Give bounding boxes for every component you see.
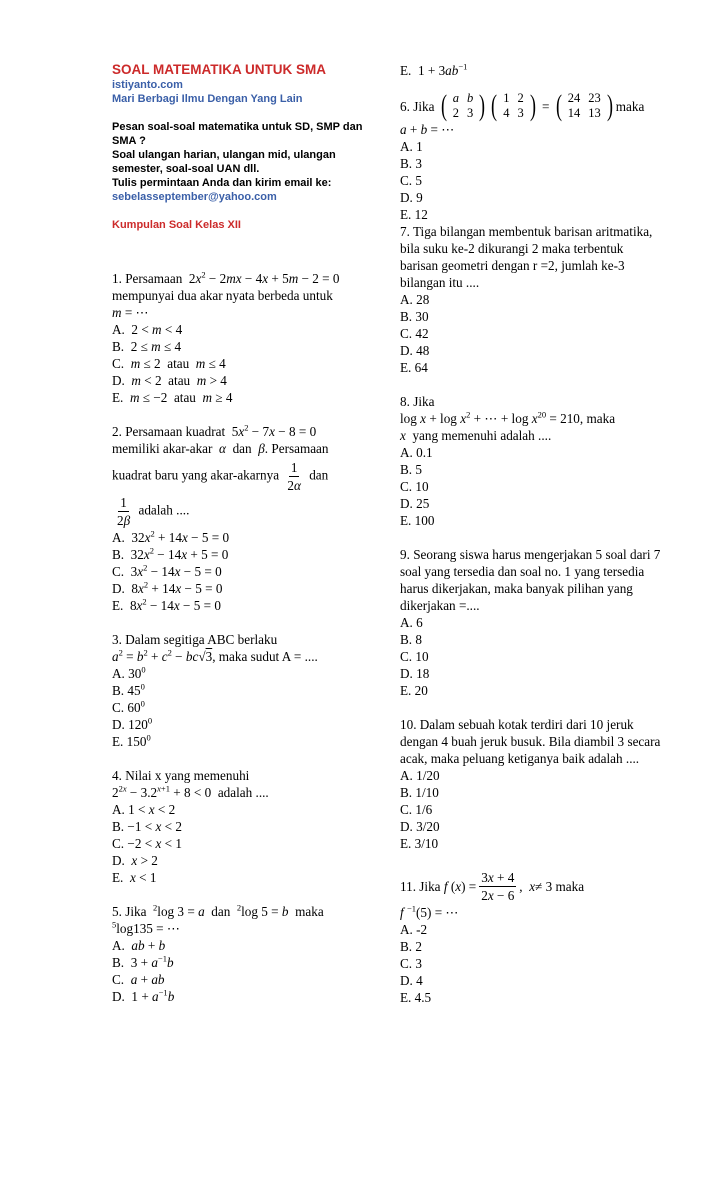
- question-6-option-b[interactable]: B. 3: [400, 156, 422, 171]
- question-10-option-c[interactable]: C. 1/6: [400, 802, 433, 817]
- question-1-option-c[interactable]: C. m ≤ 2 atau m ≤ 4: [112, 356, 226, 371]
- matrix-ab23: ( a b 2 3 ): [440, 89, 486, 122]
- question-1-var: m: [112, 305, 122, 320]
- question-6-stem: 6. Jika: [400, 98, 435, 114]
- question-11: [400, 869, 662, 1006]
- question-2-equation: $5x^2 - 7x - 8 = 0$: [228, 422, 317, 439]
- question-5-and: dan: [211, 904, 231, 919]
- question-11-option-d[interactable]: D. 4: [400, 973, 423, 988]
- question-5-option-a[interactable]: A. ab + b: [112, 938, 166, 953]
- question-3-stem: 3. Dalam segitiga ABC berlaku: [112, 632, 278, 647]
- question-5-option-e[interactable]: E. $1 + 3ab^{-1}$: [400, 61, 468, 78]
- question-7: [400, 223, 662, 376]
- question-8-stem-2: yang memenuhi adalah ....: [412, 428, 552, 443]
- question-1-option-d[interactable]: D. m < 2 atau m > 4: [112, 373, 227, 388]
- question-3-option-a[interactable]: A. $30^0$: [112, 664, 146, 681]
- question-10-stem: 10. Dalam sebuah kotak terdiri dari 10 jeruk dengan 4 buah jeruk busuk. Bila diambil 3 secara acak, maka peluang ketiganya baik adalah ....: [400, 717, 661, 766]
- question-2-option-e[interactable]: E. $8x^2 - 14x - 5 = 0$: [112, 596, 221, 613]
- question-6-option-c[interactable]: C. 5: [400, 173, 422, 188]
- question-2-and: dan: [232, 441, 252, 456]
- question-11-option-c[interactable]: C. 3: [400, 956, 422, 971]
- question-1-option-e[interactable]: E. m ≤ −2 atau m ≥ 4: [112, 390, 233, 405]
- question-9-option-c[interactable]: C. 10: [400, 649, 429, 664]
- page-title: SOAL MATEMATIKA UNTUK SMA: [112, 62, 326, 77]
- question-3-option-c[interactable]: C. $60^0$: [112, 698, 145, 715]
- question-6-option-d[interactable]: D. 9: [400, 190, 423, 205]
- question-11-option-b[interactable]: B. 2: [400, 939, 422, 954]
- matrix-result: ( 24 23 14 13 ): [555, 89, 613, 122]
- question-4-option-d[interactable]: D. x > 2: [112, 853, 158, 868]
- question-6-option-a[interactable]: A. 1: [400, 139, 423, 154]
- question-4-tail: adalah ....: [217, 785, 269, 800]
- question-7-option-c[interactable]: C. 42: [400, 326, 429, 341]
- tagline: Mari Berbagi Ilmu Dengan Yang Lain: [112, 93, 303, 105]
- left-column: [112, 62, 374, 1005]
- question-3-option-d[interactable]: D. $120^0$: [112, 715, 153, 732]
- intro-text-1: Pesan soal-soal matematika untuk SD, SMP dan SMA ?: [112, 121, 363, 147]
- beta-symbol: β: [254, 441, 265, 456]
- question-1-equation: $2x^2 - 2mx - 4x + 5m - 2 = 0$: [185, 269, 340, 286]
- question-1-option-b[interactable]: B. 2 ≤ m ≤ 4: [112, 339, 182, 354]
- question-11-maka: maka: [555, 879, 585, 894]
- intro-text-3: Tulis permintaan Anda dan kirim email ke:: [112, 177, 332, 189]
- question-4-option-b[interactable]: B. −1 < x < 2: [112, 819, 182, 834]
- question-7-stem: 7. Tiga bilangan membentuk barisan aritmatika, bila suku ke-2 dikurangi 2 maka terbentuk barisan geometri dengan r =2, jumlah ke-3 bilangan itu ....: [400, 224, 653, 290]
- question-2-option-c[interactable]: C. $3x^2 - 14x - 5 = 0$: [112, 562, 222, 579]
- question-7-option-a[interactable]: A. 28: [400, 292, 430, 307]
- question-9-option-a[interactable]: A. 6: [400, 615, 423, 630]
- intro-text-2: Soal ulangan harian, ulangan mid, ulangan semester, soal-soal UAN dll.: [112, 149, 336, 175]
- question-8-option-d[interactable]: D. 25: [400, 496, 430, 511]
- fraction-1-over-2alpha: $\frac{1}{2\alpha}$: [287, 460, 301, 493]
- question-8-option-b[interactable]: B. 5: [400, 462, 422, 477]
- question-11-option-e[interactable]: E. 4.5: [400, 990, 432, 1005]
- question-8-option-c[interactable]: C. 10: [400, 479, 429, 494]
- question-6-expression: a + b = ⋯: [400, 122, 455, 137]
- question-2-stem: 2. Persamaan kuadrat: [112, 424, 226, 439]
- question-4: [112, 767, 374, 886]
- question-6-maka: maka: [615, 98, 645, 114]
- question-5: 5. Jika $^2$log 3 = a dan $^2$log 5 = b maka $^5$log135 = ⋯ A. ab + b B. $3 + a^{-1}b$ C. a + ab D. $1 + a^{-1}b$: [112, 903, 374, 1005]
- question-2-option-b[interactable]: B. $32x^2 - 14x + 5 = 0$: [112, 545, 229, 562]
- question-1-stem-2: mempunyai dua akar nyata berbeda untuk: [112, 288, 333, 303]
- email-link[interactable]: sebelasseptember@yahoo.com: [112, 191, 277, 203]
- question-8: [400, 393, 662, 529]
- question-4-option-a[interactable]: A. 1 < x < 2: [112, 802, 176, 817]
- question-3: [112, 631, 374, 750]
- question-6-option-e[interactable]: E. 12: [400, 207, 428, 222]
- question-11-expression: f $^{-1}$(5) = ⋯: [400, 903, 459, 920]
- question-11-option-a[interactable]: A. -2: [400, 922, 428, 937]
- question-3-option-b[interactable]: B. $45^0$: [112, 681, 145, 698]
- question-10-option-d[interactable]: D. 3/20: [400, 819, 440, 834]
- question-2-and-2: dan: [309, 467, 329, 483]
- question-4-option-c[interactable]: C. −2 < x < 1: [112, 836, 182, 851]
- question-8-equation: $\log x + \log x^2$ + ⋯ + $\log x^{20}$: [400, 409, 547, 426]
- question-10-option-a[interactable]: A. 1/20: [400, 768, 440, 783]
- question-5-option-d[interactable]: D. $1 + a^{-1}b$: [112, 987, 175, 1004]
- question-5-stem: 5. Jika: [112, 904, 147, 919]
- question-10: [400, 716, 662, 852]
- question-11-stem: 11. Jika: [400, 879, 441, 894]
- question-4-stem: 4. Nilai x yang memenuhi: [112, 768, 250, 783]
- question-4-option-e[interactable]: E. x < 1: [112, 870, 157, 885]
- question-8-var: x: [400, 428, 406, 443]
- question-1-stem: 1. Persamaan: [112, 271, 183, 286]
- question-8-tail: = 210, maka: [549, 411, 616, 426]
- question-2: [112, 423, 374, 614]
- question-7-option-e[interactable]: E. 64: [400, 360, 428, 375]
- question-8-option-e[interactable]: E. 100: [400, 513, 435, 528]
- question-9-option-d[interactable]: D. 18: [400, 666, 430, 681]
- question-5-option-c[interactable]: C. a + ab: [112, 972, 165, 987]
- right-column: [400, 62, 662, 1006]
- question-2-option-d[interactable]: D. $8x^2 + 14x - 5 = 0$: [112, 579, 223, 596]
- question-9-stem: 9. Seorang siswa harus mengerjakan 5 soal dari 7 soal yang tersedia dan soal no. 1 yang tersedia harus dikerjakan, maka banyak pilihan yang dikerjakan =....: [400, 547, 661, 613]
- question-7-option-d[interactable]: D. 48: [400, 343, 430, 358]
- question-5-expression: $^5$log135 = ⋯: [112, 919, 181, 936]
- question-3-equation: $a^2 = b^2 + c^2 - bc√3$: [112, 647, 213, 664]
- alpha-symbol: α: [215, 441, 230, 456]
- question-2-stem-4: kuadrat baru yang akar-akarnya: [112, 467, 280, 483]
- question-1: 1. Persamaan $2x^2 - 2mx - 4x + 5m - 2 = 0$ mempunyai dua akar nyata berbeda untuk m = ⋯ A. 2 < m < 4 B. 2 ≤ m ≤ 4 C. m ≤ 2 atau m ≤ 4 D. m < 2 atau m > 4 E. m ≤ −2 atau m ≥ 4: [112, 270, 374, 406]
- question-9: [400, 546, 662, 699]
- fraction-1-over-2beta: $\frac{1}{2\beta}$: [117, 495, 131, 528]
- question-2-option-a[interactable]: A. $32x^2 + 14x - 5 = 0$: [112, 528, 230, 545]
- question-5-option-b[interactable]: B. $3 + a^{-1}b$: [112, 953, 174, 970]
- matrix-1243: ( 1 2 4 3 ): [491, 89, 536, 122]
- question-7-option-b[interactable]: B. 30: [400, 309, 429, 324]
- question-8-stem: 8. Jika: [400, 394, 435, 409]
- question-8-option-a[interactable]: A. 0.1: [400, 445, 433, 460]
- question-10-option-b[interactable]: B. 1/10: [400, 785, 439, 800]
- question-2-stem-5: adalah ....: [138, 502, 190, 518]
- question-1-option-a[interactable]: A. 2 < m < 4: [112, 322, 183, 337]
- question-4-inequality: $2^{2x} - 3.2^{x+1} + 8 < 0$: [112, 783, 212, 800]
- question-6: 6. Jika ( a b 2 3 ) ( 1 2 4 3 ) = ( 24 23 14 13 ) maka a + b = ⋯ A. 1 B. 3 C. 5 D. 9 E. 12: [400, 91, 662, 223]
- question-2-stem-3: . Persamaan: [264, 441, 329, 456]
- question-11-function: f ( x ) = $\frac{3x + 4}{2x - 6}$ , x ≠ 3: [443, 870, 556, 903]
- question-2-stem-2: memiliki akar-akar: [112, 441, 213, 456]
- question-3-option-e[interactable]: E. $150^0$: [112, 732, 151, 749]
- question-9-option-b[interactable]: B. 8: [400, 632, 422, 647]
- question-3-tail: , maka sudut A = ....: [212, 649, 318, 664]
- collection-title: Kumpulan Soal Kelas XII: [112, 219, 241, 231]
- question-5-maka: maka: [295, 904, 324, 919]
- question-9-option-e[interactable]: E. 20: [400, 683, 428, 698]
- site-link[interactable]: istiyanto.com: [112, 79, 183, 91]
- question-10-option-e[interactable]: E. 3/10: [400, 836, 439, 851]
